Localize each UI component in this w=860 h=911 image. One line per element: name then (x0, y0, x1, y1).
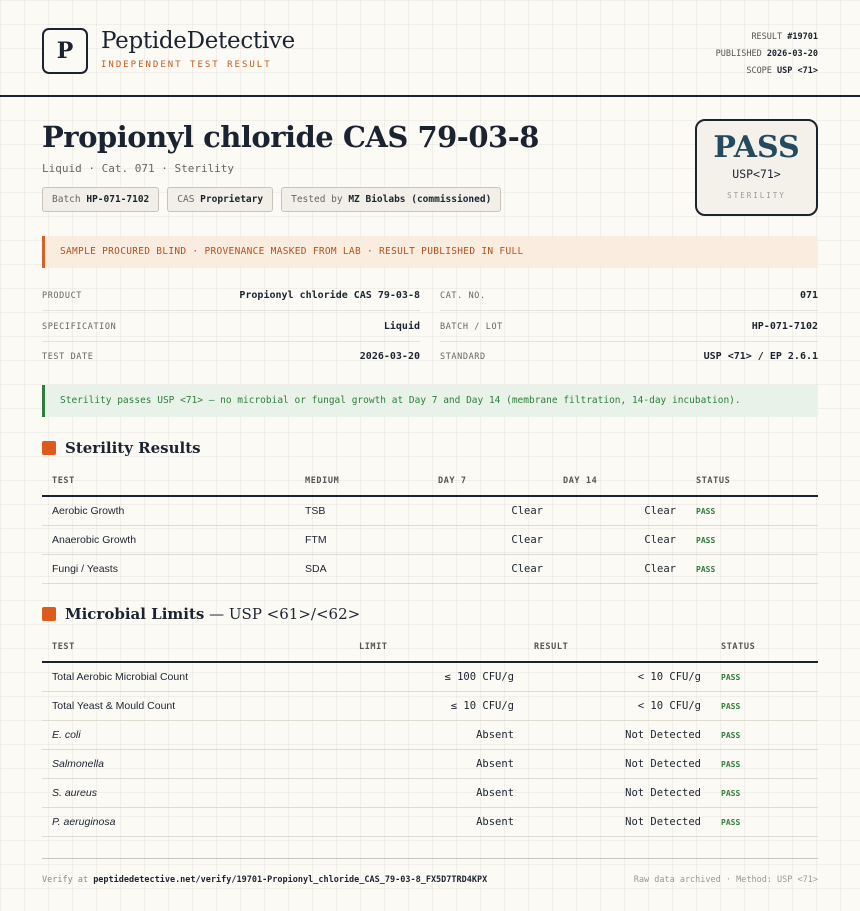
verdict-card (695, 119, 818, 216)
cell-test: Total Yeast & Mould Count (42, 692, 349, 721)
cell-test: E. coli (42, 721, 349, 750)
table-row (42, 808, 818, 837)
report-footer (42, 858, 818, 885)
verify-prefix: Verify at (42, 875, 89, 885)
table-header-row (42, 633, 818, 662)
section-marker-icon (42, 607, 56, 621)
cell-limit: ≤ 100 CFU/g (349, 662, 524, 692)
cell-test: P. aeruginosa (42, 808, 349, 837)
cell-day7: Clear (428, 496, 553, 526)
cell-result: Not Detected (524, 779, 711, 808)
spec-catno (440, 280, 818, 311)
spec-value: HP-071-7102 (751, 321, 818, 332)
status-badge: PASS (711, 721, 818, 750)
spec-label: CAT. NO. (440, 291, 486, 301)
table-row (42, 526, 818, 555)
status-badge: PASS (686, 526, 818, 555)
report-header (0, 0, 860, 97)
col-test: TEST (42, 467, 295, 496)
sterility-table (42, 467, 818, 584)
col-status: STATUS (711, 633, 818, 662)
footer-method: Raw data archived · Method: USP <71> (633, 875, 818, 885)
cell-day14: Clear (553, 555, 686, 584)
spec-standard (440, 341, 818, 371)
table-row (42, 555, 818, 584)
cell-result: Not Detected (524, 721, 711, 750)
verdict-standard: USP<71> (732, 167, 781, 181)
cell-day7: Clear (428, 555, 553, 584)
summary-text: Sterility passes USP <71> — no microbial or fungal growth at Day 7 and Day 14 (membrane filtration, 14-day incubation). (60, 395, 741, 406)
page-title: Propionyl chloride CAS 79-03-8 (42, 120, 539, 154)
brand-name: PeptideDetective (101, 28, 295, 54)
cell-limit: Absent (349, 721, 524, 750)
section-marker-icon (42, 441, 56, 455)
table-header-row (42, 467, 818, 496)
col-result: RESULT (524, 633, 711, 662)
spec-value: 2026-03-20 (359, 351, 420, 362)
cell-day14: Clear (553, 496, 686, 526)
verdict-scope: STERILITY (727, 191, 786, 200)
table-row (42, 496, 818, 526)
brand-logo: P (42, 28, 88, 74)
cell-result: < 10 CFU/g (524, 692, 711, 721)
chip-cas: CAS Proprietary (167, 187, 273, 212)
microbial-title: Microbial Limits — USP <61>/<62> (65, 605, 361, 623)
table-row (42, 750, 818, 779)
sterility-title: Sterility Results (65, 439, 201, 457)
col-day14: DAY 14 (553, 467, 686, 496)
meta-result: RESULT #19701 (751, 32, 818, 42)
col-limit: LIMIT (349, 633, 524, 662)
spec-label: BATCH / LOT (440, 322, 503, 332)
status-badge: PASS (711, 779, 818, 808)
cell-test: Salmonella (42, 750, 349, 779)
col-medium: MEDIUM (295, 467, 428, 496)
status-badge: PASS (686, 555, 818, 584)
report-meta (716, 29, 818, 80)
status-badge: PASS (711, 750, 818, 779)
spec-value: Liquid (383, 321, 420, 332)
cell-medium: FTM (295, 526, 428, 555)
chip-tested-by: Tested by MZ Biolabs (commissioned) (281, 187, 501, 212)
spec-label: STANDARD (440, 352, 486, 362)
status-badge: PASS (686, 496, 818, 526)
microbial-section-title (42, 605, 360, 623)
cell-test: Anaerobic Growth (42, 526, 295, 555)
cell-result: < 10 CFU/g (524, 662, 711, 692)
col-status: STATUS (686, 467, 818, 496)
table-row (42, 692, 818, 721)
sterility-section-title (42, 439, 201, 457)
spec-test-date (42, 341, 420, 371)
cell-day7: Clear (428, 526, 553, 555)
chip-batch: Batch HP-071-7102 (42, 187, 159, 212)
status-badge: PASS (711, 808, 818, 837)
spec-value: Propionyl chloride CAS 79-03-8 (239, 290, 420, 301)
brand-tagline: INDEPENDENT TEST RESULT (101, 60, 272, 70)
info-chips (42, 187, 501, 212)
cell-test: S. aureus (42, 779, 349, 808)
spec-label: SPECIFICATION (42, 322, 117, 332)
cell-test: Fungi / Yeasts (42, 555, 295, 584)
table-row (42, 779, 818, 808)
cell-medium: SDA (295, 555, 428, 584)
cell-result: Not Detected (524, 808, 711, 837)
meta-published: PUBLISHED 2026-03-20 (715, 49, 818, 59)
spec-value: 071 (799, 290, 818, 301)
spec-value: USP <71> / EP 2.6.1 (703, 351, 818, 362)
status-badge: PASS (711, 692, 818, 721)
cell-limit: Absent (349, 779, 524, 808)
verdict-word: PASS (713, 130, 800, 165)
status-badge: PASS (711, 662, 818, 692)
cell-limit: Absent (349, 750, 524, 779)
verify-link[interactable]: peptidedetective.net/verify/19701-Propionyl_chloride_CAS_79-03-8_FX5D7TRD4KPX (93, 875, 488, 885)
microbial-table (42, 633, 818, 837)
spec-label: TEST DATE (42, 352, 94, 362)
summary-banner (42, 385, 818, 417)
meta-scope: SCOPE USP <71> (746, 66, 818, 76)
procurement-notice-text: SAMPLE PROCURED BLIND · PROVENANCE MASKED FROM LAB · RESULT PUBLISHED IN FULL (60, 246, 524, 257)
col-day7: DAY 7 (428, 467, 553, 496)
spec-product (42, 280, 420, 311)
cell-medium: TSB (295, 496, 428, 526)
spec-label: PRODUCT (42, 291, 83, 301)
procurement-notice (42, 236, 818, 268)
verify-line (42, 875, 487, 885)
cell-test: Total Aerobic Microbial Count (42, 662, 349, 692)
table-row (42, 662, 818, 692)
col-test: TEST (42, 633, 349, 662)
spec-specification (42, 311, 420, 342)
cell-day14: Clear (553, 526, 686, 555)
page-subtitle: Liquid · Cat. 071 · Sterility (42, 162, 235, 175)
spec-batch (440, 311, 818, 342)
cell-result: Not Detected (524, 750, 711, 779)
cell-limit: ≤ 10 CFU/g (349, 692, 524, 721)
table-row (42, 721, 818, 750)
cell-limit: Absent (349, 808, 524, 837)
cell-test: Aerobic Growth (42, 496, 295, 526)
